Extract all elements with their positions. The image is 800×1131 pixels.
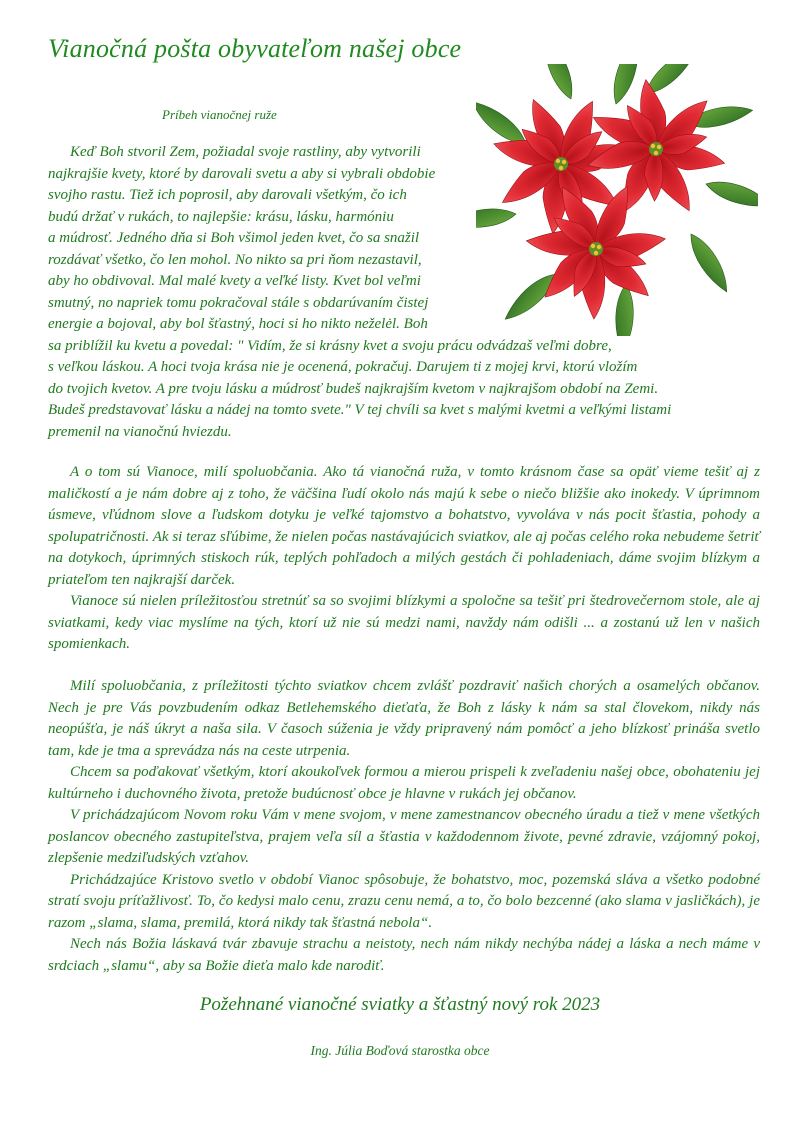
story-line: s veľkou láskou. A hoci tvoja krása nie je ocenená, pokračuj. Darujem ti z mojej krvi, ktorú vložím [48,359,638,375]
paragraph: Chcem sa poďakovať všetkým, ktorí akoukoľvek formou a mierou prispeli k zveľadeniu našej obce, obohateniu jej kultúrneho i duchovného života, pretože budúcnosť obce je hlavne v rukách jej občanov. [48,764,760,802]
story-line: energie a bojoval, aby bol šťastný, hoci si ho nikto neželėl. Boh [48,316,428,332]
paragraph: Prichádzajúce Kristovo svetlo v období Vianoc spôsobuje, že bohatstvo, moc, pozemská sláva a všetko podobné stratí svoju príťažlivosť. To, čo kedysi malo cenu, zrazu cenu nemá, a to, čo bolo bezcenné (ako slama v jasličkách), je razom „slama, slama, premilá, ktorá nikdy tak šťastná nebola“. [48,871,760,931]
story-line: aby ho obdivoval. Mal malé kvety a veľké listy. Kvet bol veľmi [48,273,421,289]
message-section-2 [48,676,760,977]
page-title: Vianočná pošta obyvateľom našej obce [48,34,462,63]
story-line: do tvojich kvetov. A pre tvoju lásku a múdrosť budeš najkrajším kvetom v najkrajšom období na Zemi. [48,380,659,397]
story-line: a múdrosť. Jedného dňa si Boh všimol jeden kvet, čo sa snažil [48,230,420,246]
paragraph: Nech nás Božia láskavá tvár zbavuje strachu a neistoty, nech nám nikdy nechýba nádej a láska a nech máme v srdciach „slamu“, aby sa Božie dieťa malo kde narodiť. [48,936,760,974]
signature: Ing. Júlia Boďová starostka obce [310,1043,490,1058]
story-line: svojho rastu. Tiež ich poprosil, aby darovali všetkým, čo ich [48,187,407,203]
story-line: Budeš predstavovať lásku a nádej na tomto svete." V tej chvíli sa kvet s malými kvetmi a veľkými listami [48,402,672,418]
season-greeting: Požehnané vianočné sviatky a šťastný nový rok 2023 [199,994,601,1015]
story-line: smutný, no napriek tomu pokračoval stále s obdarúvaním čistej [48,294,429,311]
story-line: premenil na vianočnú hviezdu. [48,423,232,440]
message-section-1 [48,462,760,656]
story-line: sa priblížil ku kvetu a povedal: " Vidím, že si krásny kvet a svoju prácu odvádzaš veľmi dobre, [48,337,612,354]
paragraph: Vianoce sú nielen príležitosťou stretnúť sa so svojimi blízkymi a spoločne sa tešiť pri štedrovečernom stole, ale aj sviatkami, kedy viac myslíme na tých, ktorí už nie sú medzi nami, navždy nám odišli ... a zostanú už len v našich spomienkach. [48,593,760,652]
story-line: budú držať v rukách, to najlepšie: krásu, lásku, harmóniu [48,208,394,225]
story-text [48,142,671,443]
paragraph: V prichádzajúcom Novom roku Vám v mene svojom, v mene zamestnancov obecného úradu a tiež v mene všetkých poslancov obecného zastupiteľstva, prajem veľa síl a šťastia v každodennom živote, pevné zdravie, vzájomný pokoj, zlepšenie medziľudských vzťahov. [48,807,760,866]
story-line: Keď Boh stvoril Zem, požiadal svoje rastliny, aby vytvorili [70,144,421,160]
story-subtitle: Príbeh vianočnej ruže [162,107,277,122]
story-line: rozdávať všetko, čo len mohol. No nikto sa pri ňom nezastavil, [48,251,422,268]
paragraph: Milí spoluobčania, z príležitosti týchto sviatkov chcem zvlášť pozdraviť našich chorých a osamelých občanov. Nech je pre Vás povzbudením odkaz Betlehemského dieťaťa, že Boh z lásky k nám sa stal človekom, nikdy nás neopúšťa, je náš úkryt a naša sila. V časoch súženia je vždy pripravený nám pomôcť a jeho blízkosť prináša svetlo tam, kde je tma a sprevádza nás na ceste utrpenia. [48,678,760,759]
paragraph: A o tom sú Vianoce, milí spoluobčania. Ako tá vianočná ruža, v tomto krásnom čase sa opäť vieme tešiť aj z maličkostí a je nám dobre aj z toho, že väčšina ľudí okolo nás majú k sebe o niečo bližšie ako inokedy. V úprimnom úsmeve, vľúdnom slove a ľudskom dotyku je veľké tajomstvo a bohatstvo, vyvoláva v nás pocit šťastia, pohody a spolupatričnosti. Ak si teraz sľúbime, že nielen počas nastávajúcich sviatkov, ale aj počas celého roka nebudeme šetriť na dotykoch, úprimných stiskoch rúk, teplých pohľadoch a milých gestách či pohladeniach, dáme svojim blízkym a priateľom ten najkrajší darček. [48,464,760,588]
story-line: najkrajšie kvety, ktoré by darovali svetu a aby si vybrali obdobie [48,165,436,182]
